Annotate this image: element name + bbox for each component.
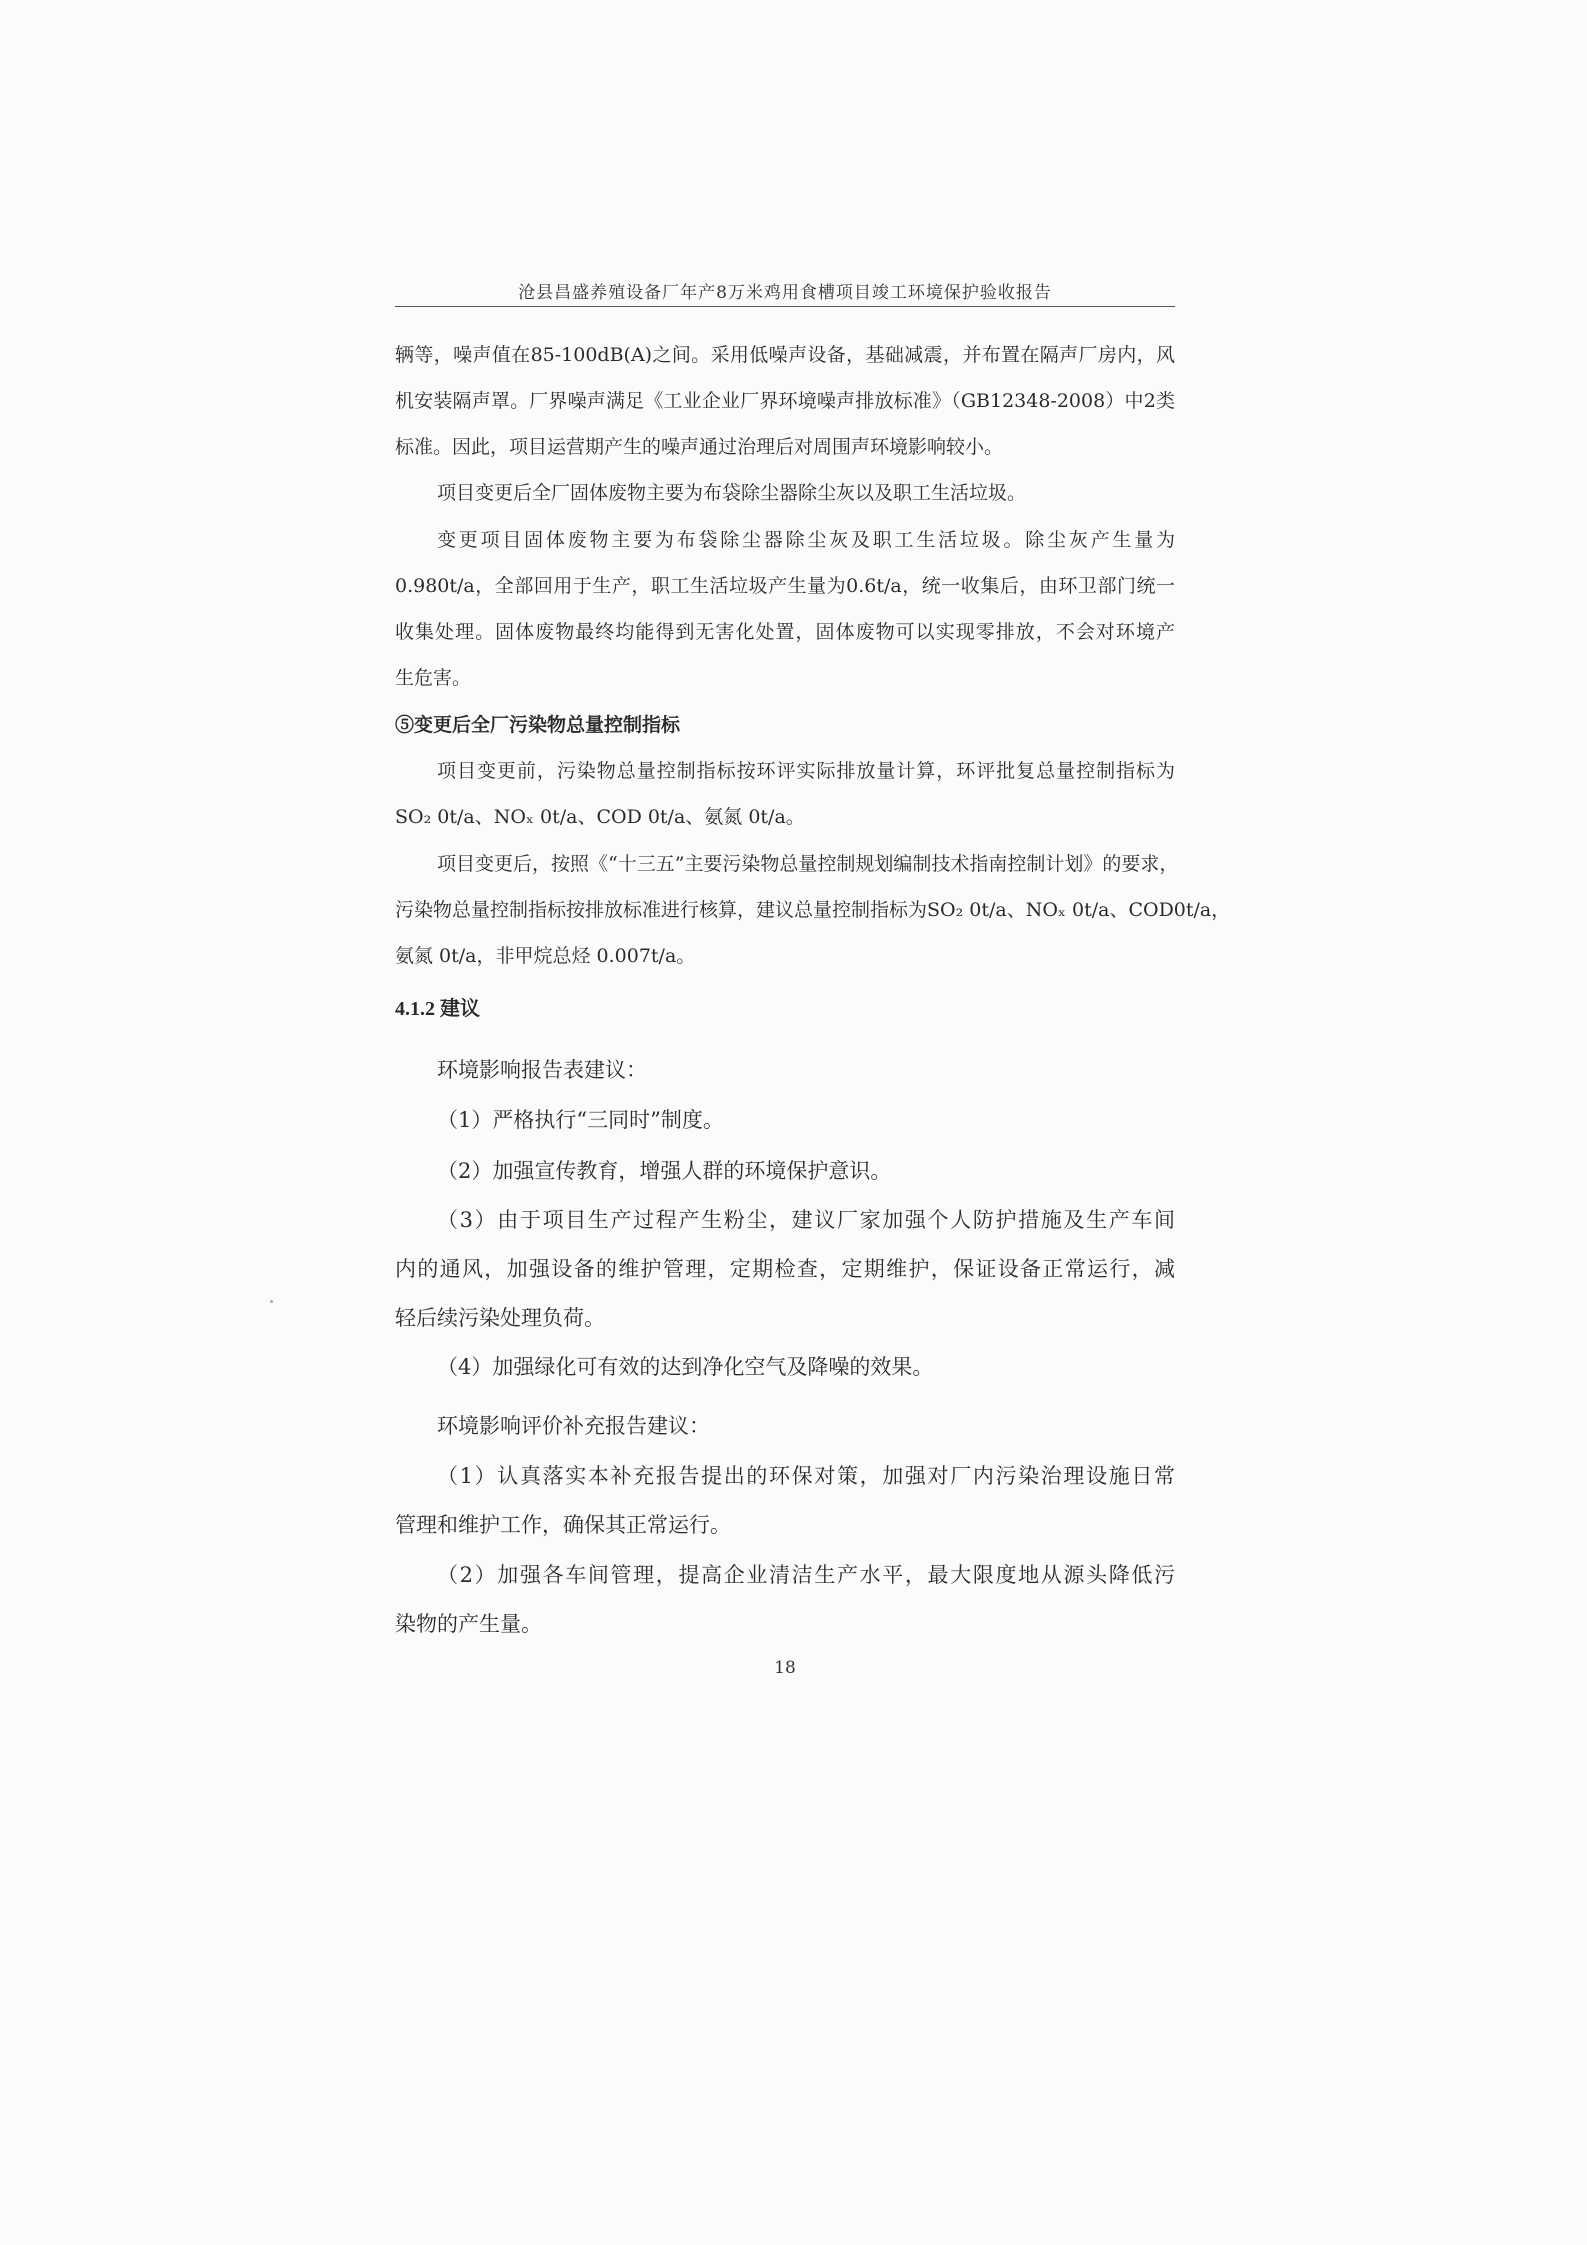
supplementary-suggestion-2-line-1: （2）加强各车间管理，提高企业清洁生产水平，最大限度地从源头降低污 [437,1563,1175,1587]
noise-paragraph-line-1: 辆等，噪声值在85-100dB(A)之间。采用低噪声设备，基础减震，并布置在隔声厂房内，风 [395,344,1175,366]
eia-suggestion-3-line-2: 内的通风，加强设备的维护管理，定期检查，定期维护，保证设备正常运行，减 [395,1257,1175,1281]
after-change-line-2: 污染物总量控制指标按排放标准进行核算，建议总量控制指标为SO₂ 0t/a、NOₓ 0t/a、COD0t/a， [395,899,1231,921]
noise-paragraph-line-2: 机安装隔声罩。厂界噪声满足《工业企业厂界环境噪声排放标准》（GB12348-2008）中2类 [395,390,1175,412]
scan-speck [270,1300,273,1303]
supplementary-suggestion-2-line-2: 染物的产生量。 [395,1612,542,1636]
section-5-title: ⑤变更后全厂污染物总量控制指标 [395,714,681,736]
supplementary-suggestions-title: 环境影响评价补充报告建议： [437,1414,710,1438]
after-change-line-1: 项目变更后，按照《“十三五”主要污染物总量控制规划编制技术指南控制计划》的要求， [437,853,1179,875]
section-4-1-2-heading: 4.1.2 建议 [395,998,480,1020]
running-header: 沧县昌盛养殖设备厂年产8万米鸡用食槽项目竣工环境保护验收报告 [518,283,1052,303]
eia-suggestion-3-line-3: 轻后续污染处理负荷。 [395,1306,605,1330]
supplementary-suggestion-1-line-1: （1）认真落实本补充报告提出的环保对策，加强对厂内污染治理设施日常 [437,1464,1175,1488]
eia-suggestion-1: （1）严格执行“三同时”制度。 [437,1108,724,1132]
noise-paragraph-line-3: 标准。因此，项目运营期产生的噪声通过治理后对周围声环境影响较小。 [395,436,1004,458]
before-change-line-1: 项目变更前，污染物总量控制指标按环评实际排放量计算，环评批复总量控制指标为 [437,760,1175,782]
eia-suggestion-2: （2）加强宣传教育，增强人群的环境保护意识。 [437,1159,892,1183]
eia-suggestion-3-line-1: （3）由于项目生产过程产生粉尘，建议厂家加强个人防护措施及生产车间 [437,1208,1175,1232]
solid-waste-summary: 项目变更后全厂固体废物主要为布袋除尘器除尘灰以及职工生活垃圾。 [437,482,1027,504]
solid-waste-paragraph-line-1: 变更项目固体废物主要为布袋除尘器除尘灰及职工生活垃圾。除尘灰产生量为 [437,529,1175,551]
before-change-line-2: SO₂ 0t/a、NOₓ 0t/a、COD 0t/a、氨氮 0t/a。 [395,806,805,828]
header-rule [395,306,1175,307]
supplementary-suggestion-1-line-2: 管理和维护工作，确保其正常运行。 [395,1513,731,1537]
eia-suggestions-title: 环境影响报告表建议： [437,1058,647,1082]
solid-waste-paragraph-line-2: 0.980t/a，全部回用于生产，职工生活垃圾产生量为0.6t/a，统一收集后，由环卫部门统一 [395,575,1175,597]
page-number: 18 [774,1658,796,1678]
solid-waste-paragraph-line-3: 收集处理。固体废物最终均能得到无害化处置，固体废物可以实现零排放，不会对环境产 [395,621,1175,643]
after-change-line-3: 氨氮 0t/a，非甲烷总烃 0.007t/a。 [395,945,696,967]
solid-waste-paragraph-line-4: 生危害。 [395,667,472,689]
eia-suggestion-4: （4）加强绿化可有效的达到净化空气及降噪的效果。 [437,1355,934,1379]
